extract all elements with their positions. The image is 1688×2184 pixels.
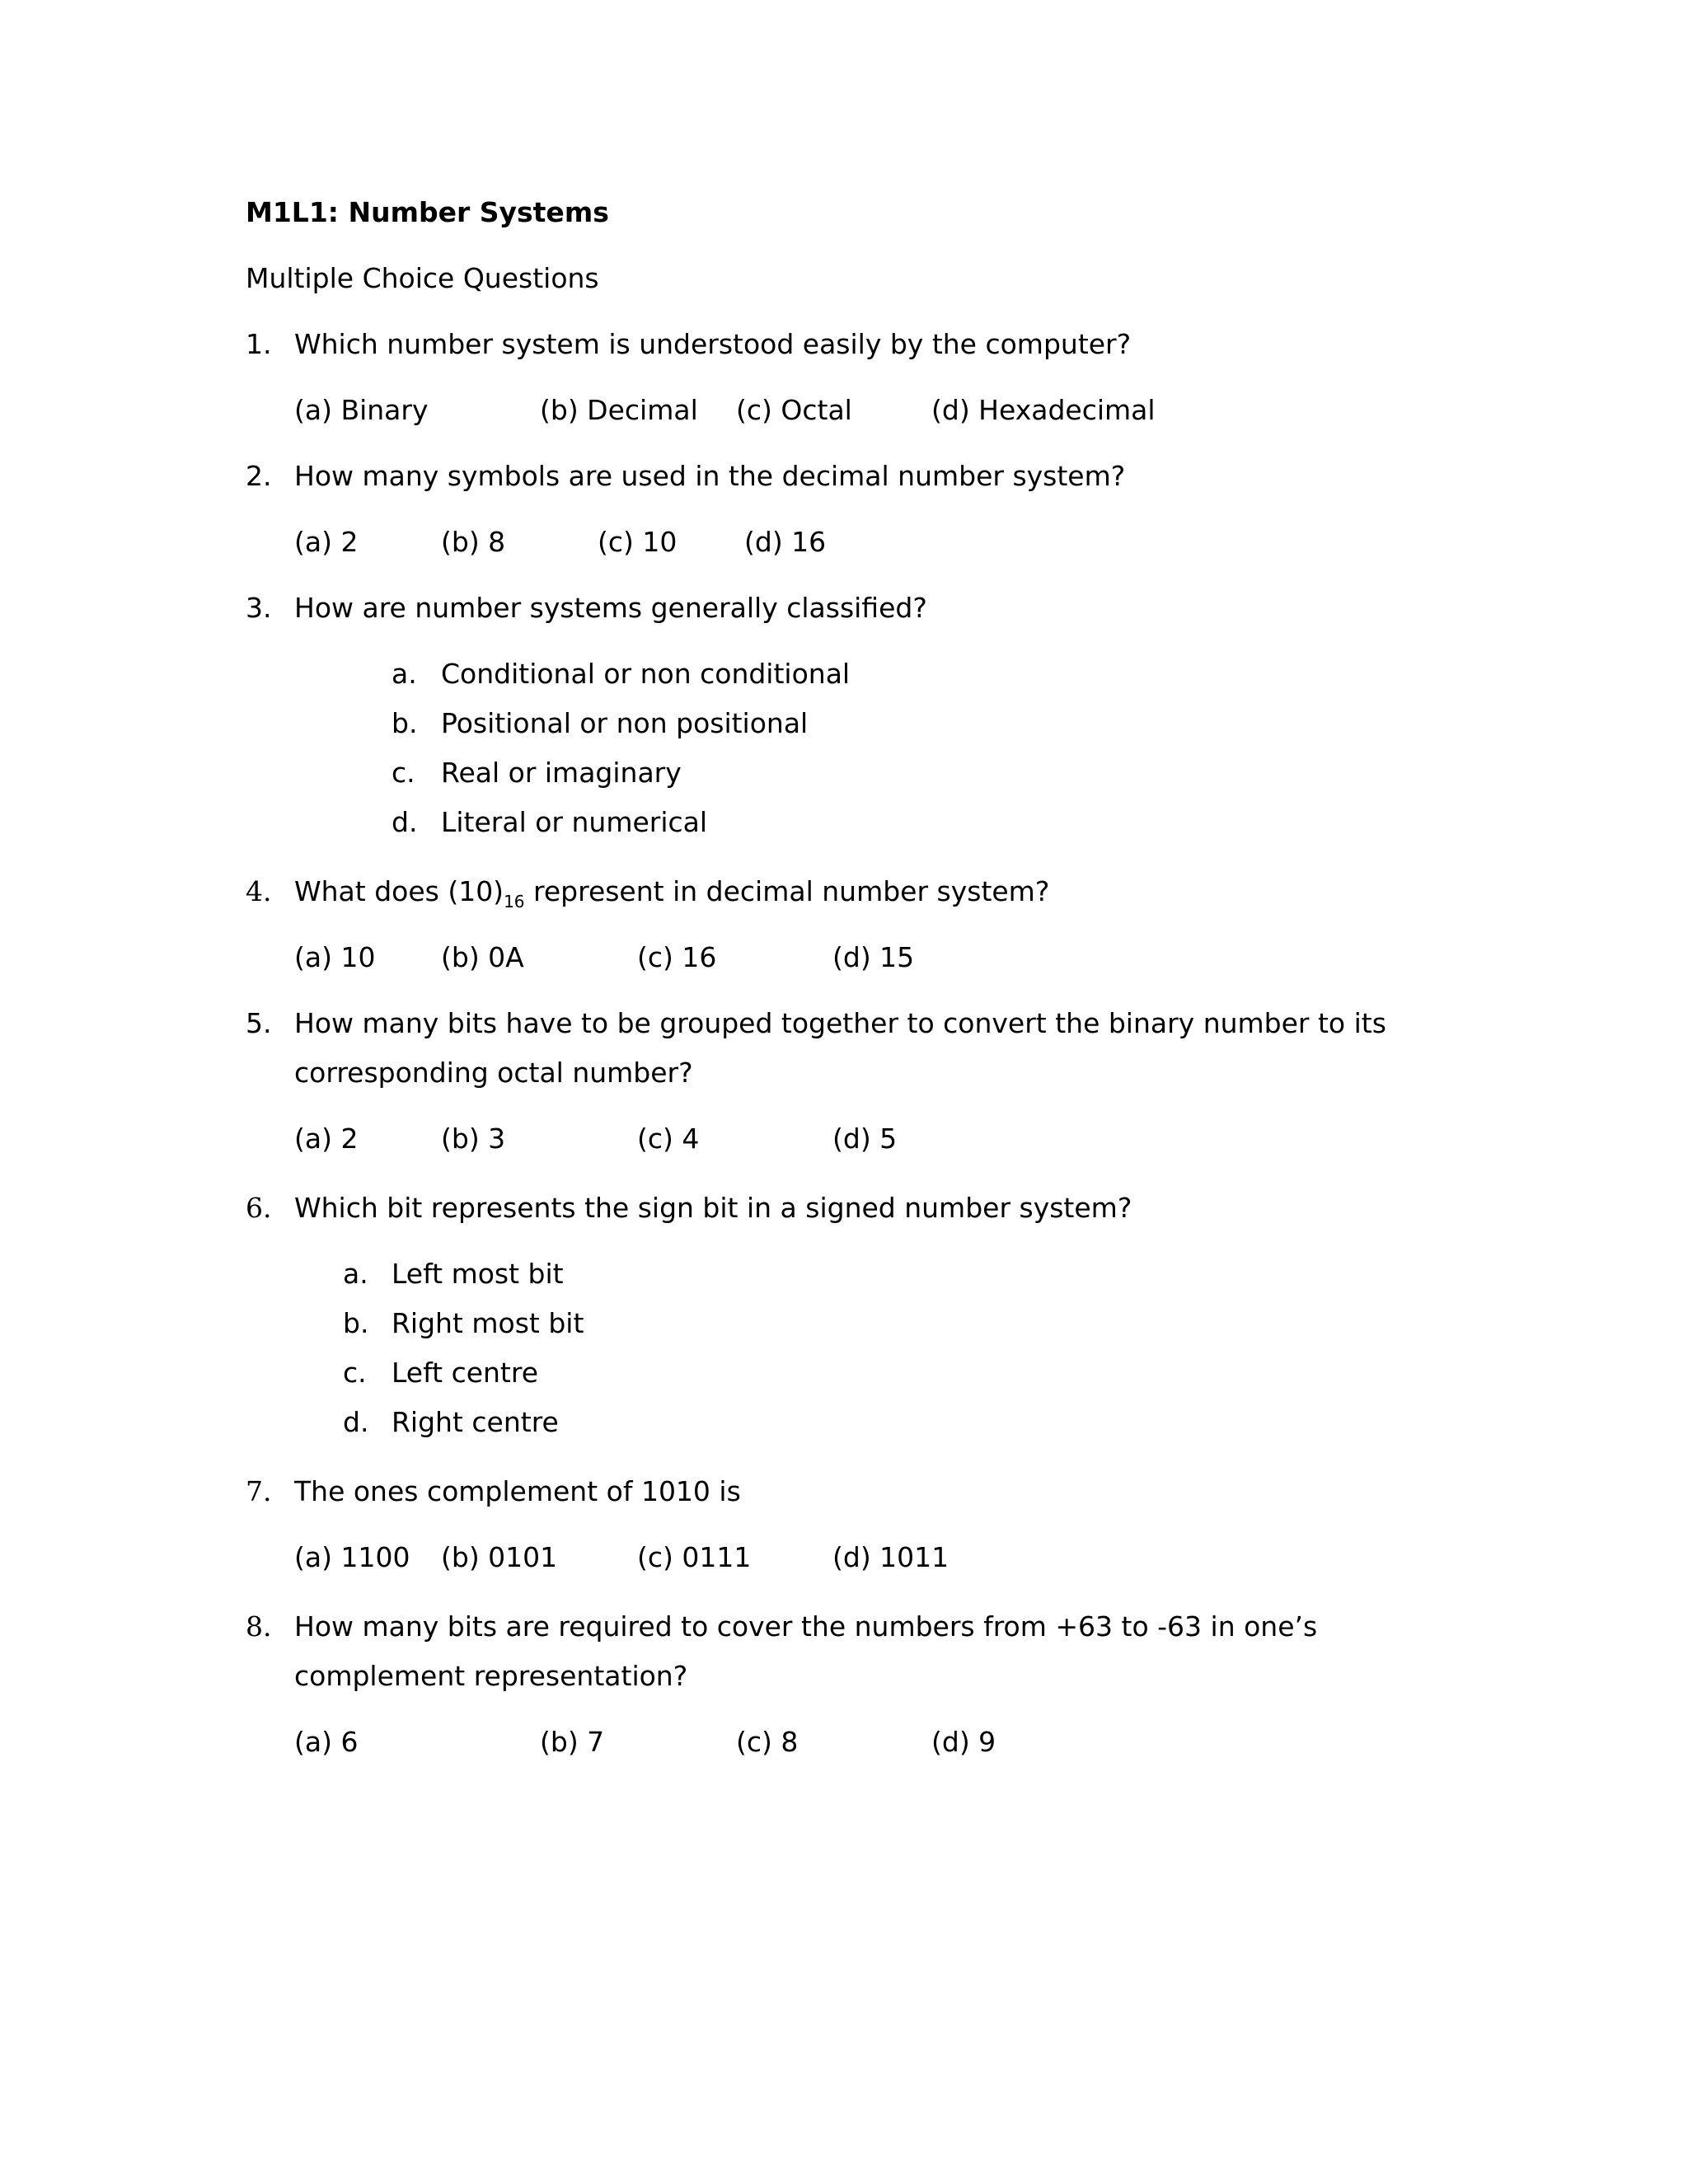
option: Right centre xyxy=(392,1406,559,1438)
option: (d) 5 xyxy=(832,1122,898,1155)
option: (d) 16 xyxy=(744,526,827,558)
option: (b) 0A xyxy=(441,941,524,973)
option: Positional or non positional xyxy=(441,707,809,739)
hex-subscript: 16 xyxy=(504,892,525,912)
question-text-part: What does (10) xyxy=(294,875,504,907)
question-number: 6. xyxy=(246,1192,272,1224)
option: (d) 15 xyxy=(832,941,915,973)
option: (a) 6 xyxy=(294,1726,359,1758)
option: (a) 1100 xyxy=(294,1541,410,1573)
question-number: 2. xyxy=(246,460,272,492)
option: (a) 2 xyxy=(294,1122,359,1155)
option-letter: b. xyxy=(392,707,418,739)
option: Left centre xyxy=(392,1357,539,1389)
option: (d) 1011 xyxy=(832,1541,950,1573)
option: (c) 8 xyxy=(736,1726,799,1758)
option: (b) 3 xyxy=(441,1122,506,1155)
option: (c) 10 xyxy=(598,526,678,558)
question-text: The ones complement of 1010 is xyxy=(294,1475,741,1507)
page-title: M1L1: Number Systems xyxy=(246,196,609,228)
option: Left most bit xyxy=(392,1258,564,1290)
option: (c) 0111 xyxy=(637,1541,752,1573)
question-text: How many symbols are used in the decimal number system? xyxy=(294,460,1126,492)
option: (d) Hexadecimal xyxy=(931,394,1156,426)
option-letter: a. xyxy=(392,658,417,690)
option: (b) 8 xyxy=(441,526,506,558)
question-number: 5. xyxy=(246,1007,272,1039)
option: (c) Octal xyxy=(736,394,852,426)
option-letter: c. xyxy=(392,757,415,789)
option: (b) 7 xyxy=(540,1726,605,1758)
question-text xyxy=(294,875,1050,912)
question-text-part: represent in decimal number system? xyxy=(524,875,1050,907)
option: (b) 0101 xyxy=(441,1541,558,1573)
option-letter: d. xyxy=(343,1406,369,1438)
option: Literal or numerical xyxy=(441,806,708,838)
option-letter: b. xyxy=(343,1307,369,1339)
option: (a) Binary xyxy=(294,394,429,426)
question-text: Which bit represents the sign bit in a signed number system? xyxy=(294,1192,1132,1224)
question-number: 1. xyxy=(246,328,272,360)
question-text: Which number system is understood easily by the computer? xyxy=(294,328,1132,360)
option-letter: a. xyxy=(343,1258,368,1290)
option: (a) 10 xyxy=(294,941,376,973)
question-number: 3. xyxy=(246,592,272,624)
question-number: 7. xyxy=(246,1475,272,1507)
question-text-continued: complement representation? xyxy=(294,1660,688,1692)
option: Right most bit xyxy=(392,1307,584,1339)
question-text: How are number systems generally classified? xyxy=(294,592,927,624)
option: (c) 16 xyxy=(637,941,717,973)
option: (a) 2 xyxy=(294,526,359,558)
option: (d) 9 xyxy=(931,1726,996,1758)
option-letter: c. xyxy=(343,1357,367,1389)
question-number: 4. xyxy=(246,875,272,907)
question-text: How many bits are required to cover the numbers from +63 to -63 in one’s xyxy=(294,1610,1318,1643)
question-number: 8. xyxy=(246,1610,272,1643)
option: (c) 4 xyxy=(637,1122,700,1155)
option-letter: d. xyxy=(392,806,418,838)
section-subtitle: Multiple Choice Questions xyxy=(246,262,599,294)
option: (b) Decimal xyxy=(540,394,698,426)
option: Conditional or non conditional xyxy=(441,658,851,690)
question-text: How many bits have to be grouped together to convert the binary number to its xyxy=(294,1007,1386,1039)
question-text-continued: corresponding octal number? xyxy=(294,1057,693,1089)
option: Real or imaginary xyxy=(441,757,682,789)
